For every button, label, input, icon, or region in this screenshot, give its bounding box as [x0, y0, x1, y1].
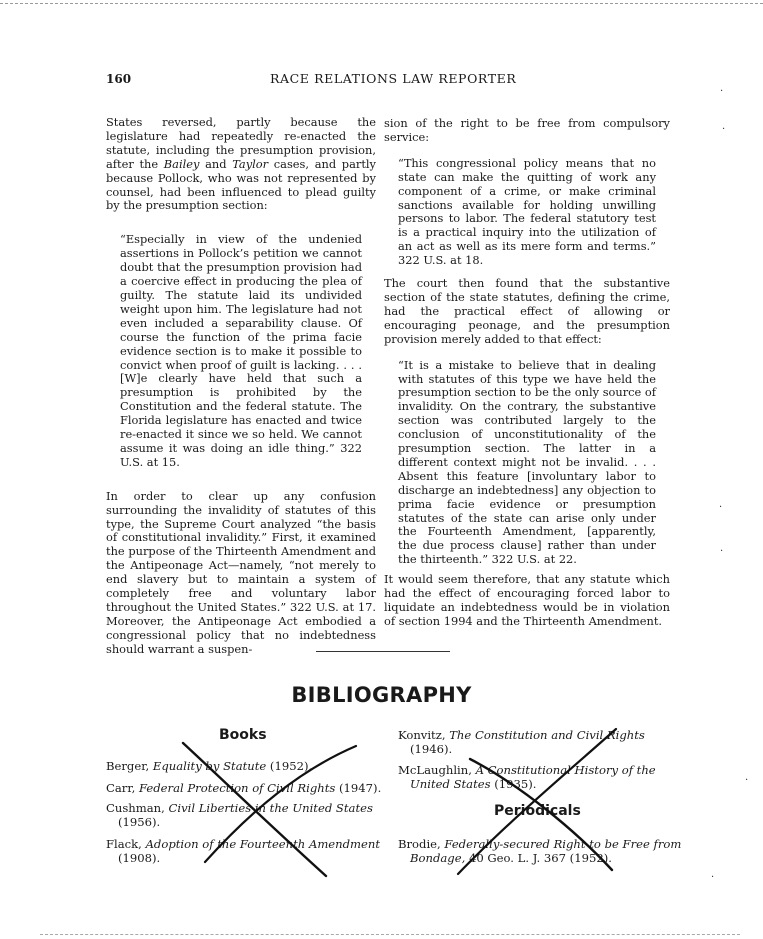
bib-entry: Berger, Equality by Statute (1952).: [106, 759, 313, 773]
scan-speck: ·: [722, 124, 726, 135]
left-column: [106, 116, 376, 657]
books-heading: Books: [219, 727, 267, 743]
left-paragraph-1: States reversed, partly because the legislature had repeatedly re-enacted the statute, including the presumption provision, after the Bailey and Taylor cases, and partly because Pollock, who was not represented by counsel, had been influenced to plead guilty by the presumption section:: [106, 115, 376, 213]
scan-speck: ·: [720, 86, 724, 97]
periodicals-heading: Periodicals: [494, 803, 581, 819]
left-block-quote: “Especially in view of the undenied assertions in Pollock’s petition we cannot doubt that the presumption provision had a coercive effect in producing the plea of guilty. The statute laid its undivided weight upon him. The legislature had not even included a separability clause. Of course the function of the prima facie evidence section is to make it possible to convict when proof of guilt is lacking. . . . [W]e clearly have held that such a presumption is prohibited by the Constitution and the federal statute. The Florida legislature has enacted and twice re-enacted it since we so held. We cannot assume it was doing an idle thing.” 322 U.S. at 15.: [120, 232, 362, 469]
scan-speck: ·: [719, 502, 723, 513]
bib-entry: Cushman, Civil Liberties in the United States (1956).: [106, 801, 373, 829]
page-number: 160: [106, 72, 132, 86]
right-block-quote-1: “This congressional policy means that no state can make the quitting of work any component of a crime, or make criminal sanctions available for holding unwilling persons to labor. The federal statutory test is a practical inquiry into the utilization of an act as well as its mere form and terms.” 322 U.S. at 18.: [398, 155, 656, 268]
bottom-dashed-edge: [40, 934, 740, 935]
scan-speck: ·: [720, 546, 724, 557]
right-paragraph-3: It would seem therefore, that any statute which had the effect of encouraging forced labor to liquidate an indebtedness would be in violation of section 1994 and the Thirteenth Amendment.: [384, 572, 670, 628]
section-divider: [316, 651, 450, 652]
right-paragraph-2: The court then found that the substantive section of the state statutes, defining the crime, had the practical effect of allowing or encouraging peonage, and the presumption provision merely added to that effect:: [384, 276, 670, 346]
left-paragraph-2: In order to clear up any confusion surrounding the invalidity of statutes of this type, the Supreme Court analyzed “the basis of constitutional invalidity.” First, it examined the purpose of the Thirteenth Amendment and the Antipeonage Act—namely, “not merely to end slavery but to maintain a system of completely free and voluntary labor throughout the United States.” 322 U.S. at 17. Moreover, the Antipeonage Act embodied a congressional policy that no indebtedness should warrant a suspen-: [106, 488, 376, 656]
bib-entry: Konvitz, The Constitution and Civil Rights (1946).: [398, 728, 645, 756]
right-paragraph-1: sion of the right to be free from compulsory service:: [384, 116, 670, 144]
right-block-quote-2: “It is a mistake to believe that in dealing with statutes of this type we have held the presumption section to be the only source of invalidity. On the contrary, the substantive section was contributed largely to the conclusion of unconstitutionality of the presumption section. The latter in a different context might not be invalid. . . . Absent this feature [involuntary labor to discharge an indebtedness] any objection to prima facie evidence or presumption statutes of the state can arise only under the Fourteenth Amendment, [apparently, the due process clause] rather than under the thirteenth.” 322 U.S. at 22.: [398, 357, 656, 567]
bib-entry: Brodie, Federally-secured Right to be Free from Bondage, 40 Geo. L. J. 367 (1952).: [398, 837, 682, 865]
bib-entry: McLaughlin, A Constitutional History of the United States (1935).: [398, 763, 656, 791]
bibliography-title: BIBLIOGRAPHY: [291, 683, 472, 707]
running-head: RACE RELATIONS LAW REPORTER: [270, 71, 517, 86]
scan-speck: ·: [711, 872, 715, 883]
scan-speck: ·: [745, 775, 749, 786]
bib-entry: Flack, Adoption of the Fourteenth Amendment (1908).: [106, 837, 381, 865]
bib-entry: Carr, Federal Protection of Civil Rights (1947).: [106, 781, 382, 795]
top-dashed-edge: [0, 3, 763, 4]
right-column: [384, 117, 670, 629]
